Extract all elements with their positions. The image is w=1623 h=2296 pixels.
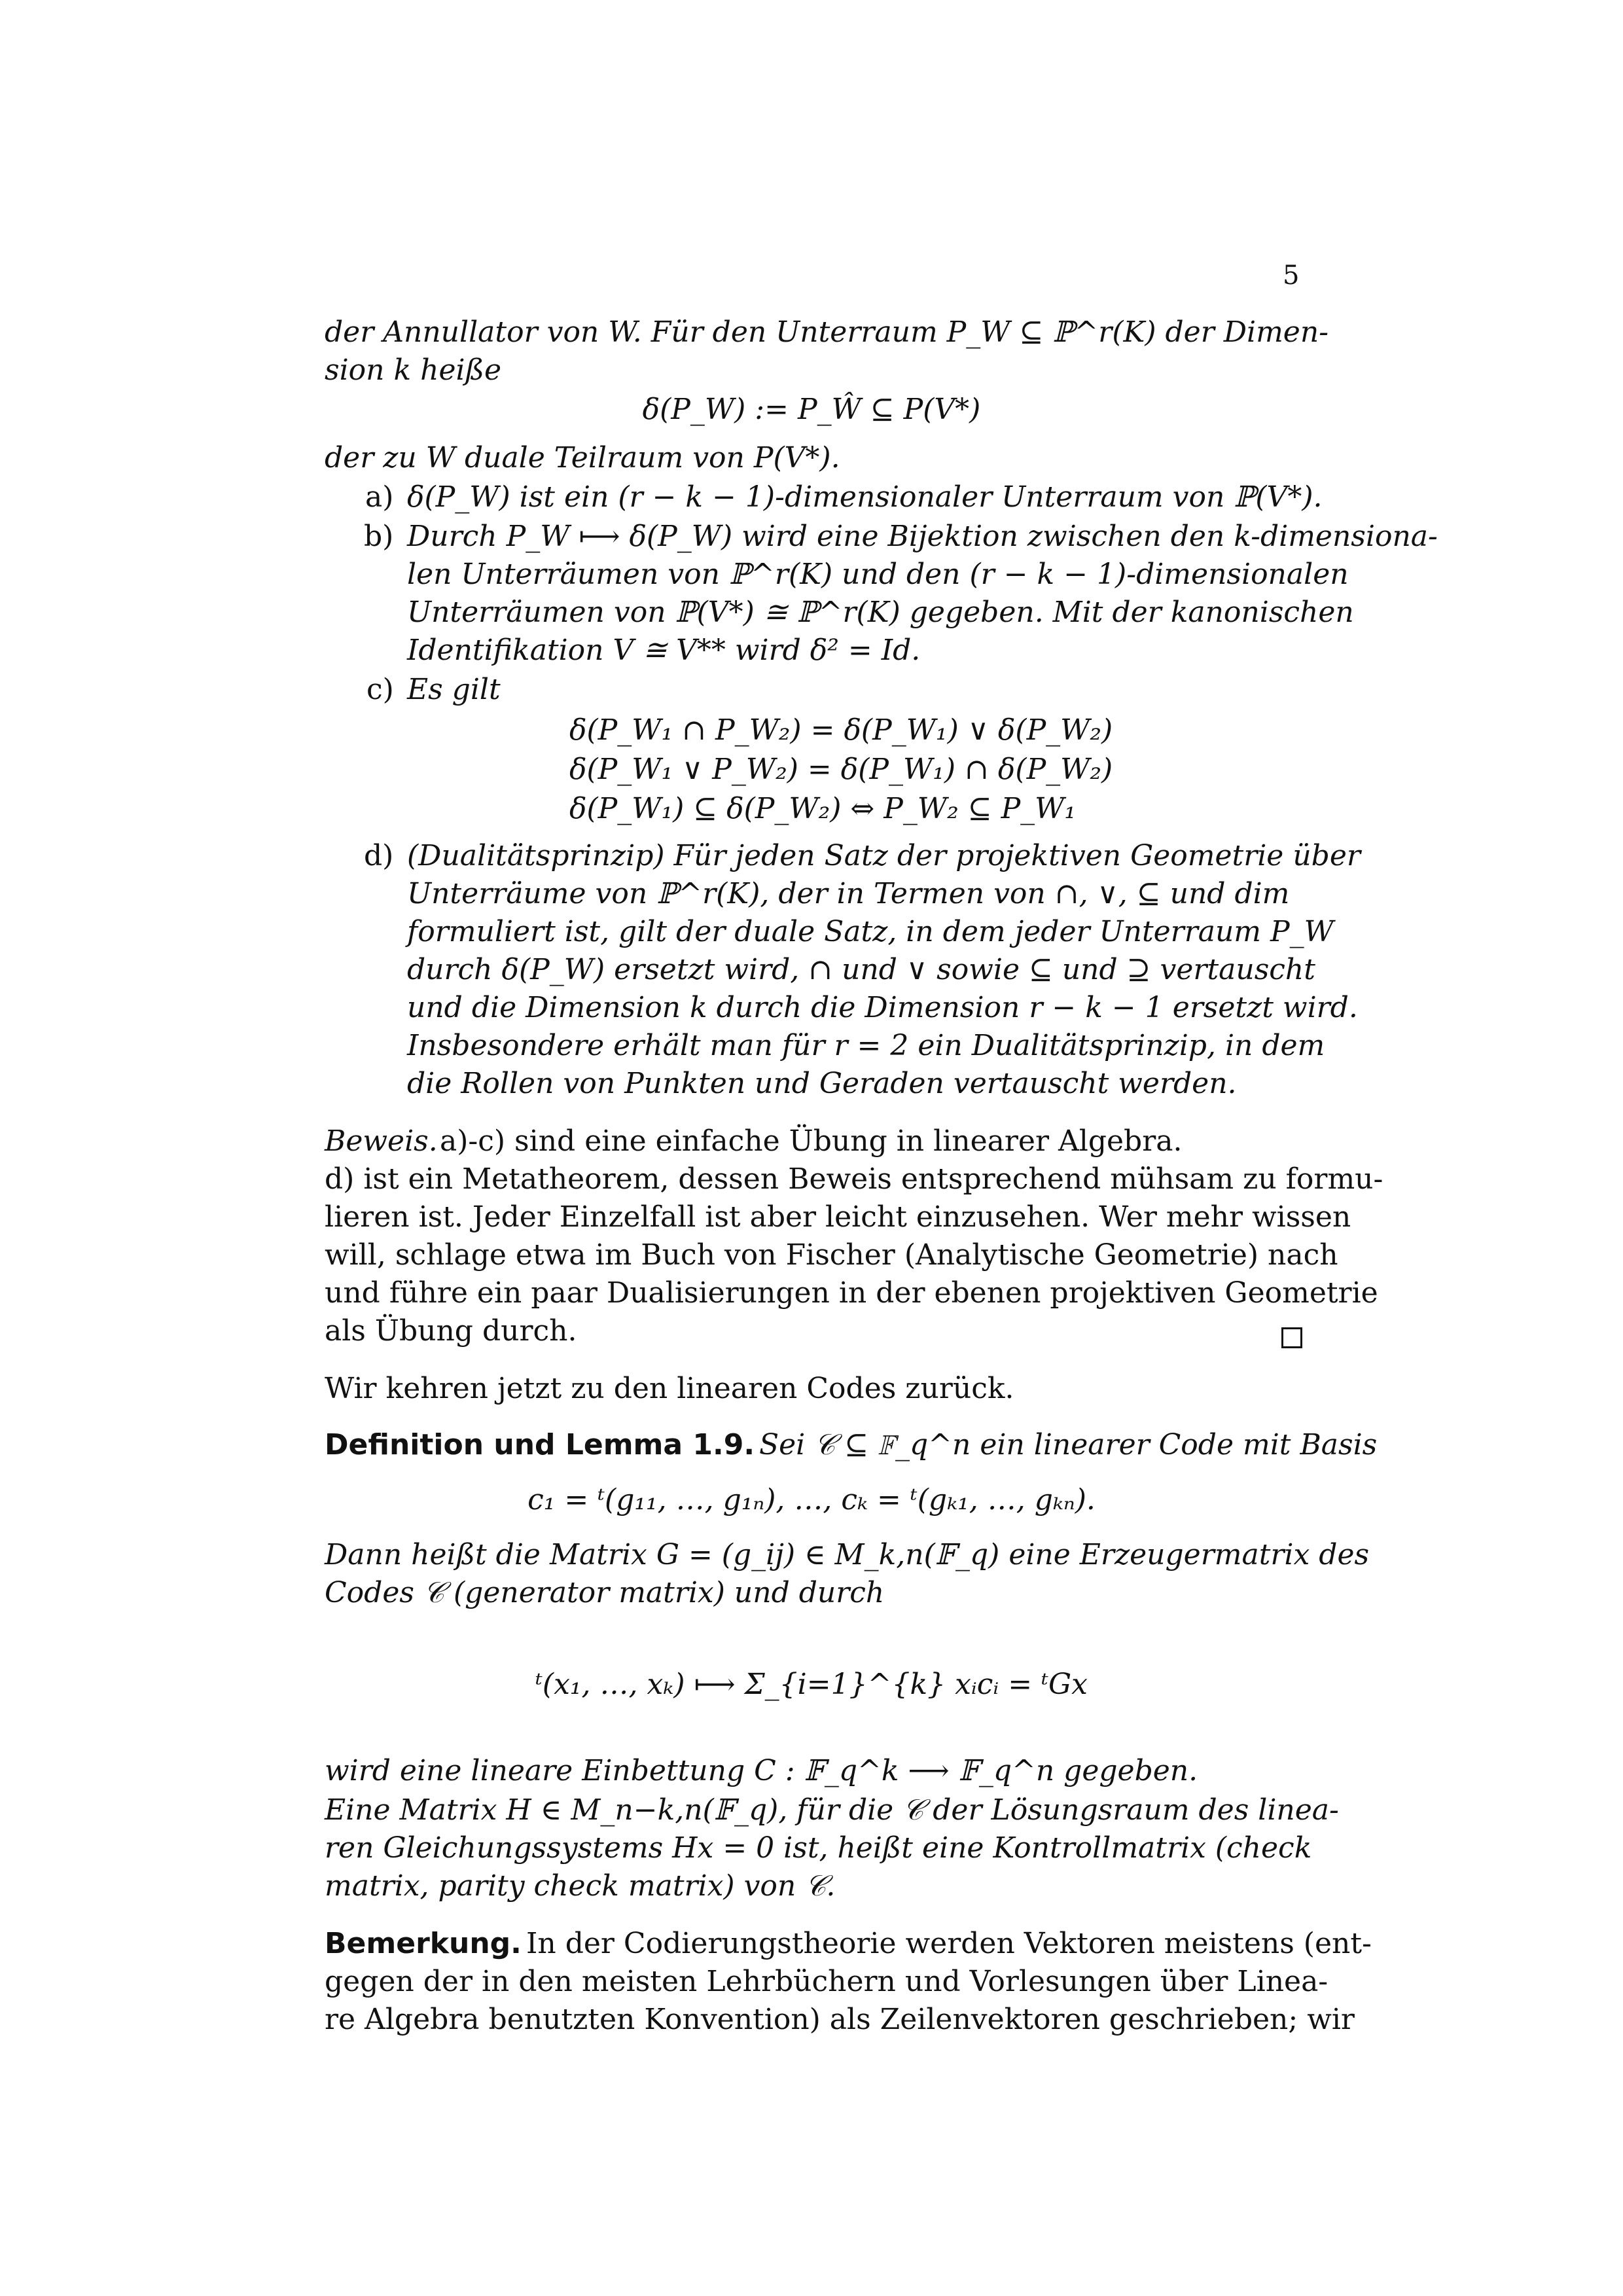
proof-text: a)-c) sind eine einfache Übung in linearer Algebra. — [440, 1124, 1183, 1158]
definition-text: Codes 𝒞 (generator matrix) und durch — [325, 1576, 885, 1609]
definition-text: Dann heißt die Matrix G = (g_ij) ∈ M_k,n(𝔽_q) eine Erzeugermatrix des — [325, 1538, 1370, 1571]
item-d-text: die Rollen von Punkten und Geraden vertauscht werden. — [407, 1067, 1237, 1100]
display-formula: δ(P_W) := P_Ŵ ⊆ P(V*) — [642, 393, 981, 426]
remark-text: re Algebra benutzten Konvention) als Zeilenvektoren geschrieben; wir — [325, 2003, 1355, 2036]
remark-title: Bemerkung. — [325, 1927, 522, 1960]
intro-line: sion k heiße — [325, 353, 501, 387]
remark-text: gegen der in den meisten Lehrbüchern und Vorlesungen über Linea- — [325, 1965, 1329, 1998]
item-a-text: δ(P_W) ist ein (r − k − 1)-dimensionaler Unterraum von ℙ(V*). — [407, 480, 1323, 514]
proof-text: und führe ein paar Dualisierungen in der ebenen projektiven Geometrie — [325, 1276, 1378, 1310]
equation-line: δ(P_W₁) ⊆ δ(P_W₂) ⇔ P_W₂ ⊆ P_W₁ — [569, 792, 1077, 825]
item-b-text: Unterräumen von ℙ(V*) ≅ ℙ^r(K) gegeben. Mit der kanonischen — [407, 596, 1354, 629]
definition-text: Sei 𝒞 ⊆ 𝔽_q^n ein linearer Code mit Basis — [759, 1428, 1378, 1462]
item-b-text: len Unterräumen von ℙ^r(K) und den (r − k − 1)-dimensionalen — [407, 558, 1349, 591]
display-formula: c₁ = ᵗ(g₁₁, …, g₁ₙ), …, cₖ = ᵗ(gₖ₁, …, gₖₙ). — [527, 1483, 1096, 1516]
intro-line: der Annullator von W. Für den Unterraum P_W ⊆ ℙ^r(K) der Dimen- — [325, 315, 1329, 349]
equation-line: δ(P_W₁ ∨ P_W₂) = δ(P_W₁) ∩ δ(P_W₂) — [569, 753, 1113, 786]
definition-text: wird eine lineare Einbettung C : 𝔽_q^k ⟶ 𝔽_q^n gegeben. — [325, 1754, 1198, 1787]
intro-line: der zu W duale Teilraum von P(V*). — [325, 441, 840, 475]
page-number: 5 — [1283, 260, 1300, 291]
remark-text: In der Codierungstheorie werden Vektoren meistens (ent- — [526, 1927, 1372, 1960]
item-label-d: d) — [364, 839, 394, 872]
proof-text: d) ist ein Metatheorem, dessen Beweis entsprechend mühsam zu formu- — [325, 1162, 1383, 1196]
item-c-text: Es gilt — [407, 673, 501, 706]
item-d-text: und die Dimension k durch die Dimension r − k − 1 ersetzt wird. — [407, 991, 1358, 1024]
item-b-text: Durch P_W ⟼ δ(P_W) wird eine Bijektion zwischen den k-dimensiona- — [407, 520, 1438, 553]
proof-text: als Übung durch. — [325, 1314, 577, 1348]
definition-text: Eine Matrix H ∈ M_n−k,n(𝔽_q), für die 𝒞 der Lösungsraum des linea- — [325, 1793, 1339, 1827]
equation-line: δ(P_W₁ ∩ P_W₂) = δ(P_W₁) ∨ δ(P_W₂) — [569, 713, 1113, 747]
proof-text: lieren ist. Jeder Einzelfall ist aber leicht einzusehen. Wer mehr wissen — [325, 1200, 1351, 1234]
proof-text: will, schlage etwa im Buch von Fischer (Analytische Geometrie) nach — [325, 1238, 1338, 1272]
display-formula: ᵗ(x₁, …, xₖ) ⟼ Σ_{i=1}^{k} xᵢcᵢ = ᵗGx — [535, 1668, 1088, 1701]
proof-label: Beweis. — [325, 1124, 438, 1158]
paragraph-text: Wir kehren jetzt zu den linearen Codes zurück. — [325, 1372, 1014, 1405]
item-d-text: formuliert ist, gilt der duale Satz, in dem jeder Unterraum P_W — [407, 915, 1334, 948]
item-d-text: Insbesondere erhält man für r = 2 ein Dualitätsprinzip, in dem — [407, 1029, 1325, 1062]
definition-title: Definition und Lemma 1.9. — [325, 1428, 755, 1462]
definition-text: ren Gleichungssystems Hx = 0 ist, heißt eine Kontrollmatrix (check — [325, 1831, 1312, 1865]
qed-box-icon — [1281, 1327, 1302, 1348]
item-label-c: c) — [366, 673, 394, 706]
item-b-text: Identifikation V ≅ V** wird δ² = Id. — [407, 634, 921, 667]
item-d-text: (Dualitätsprinzip) Für jeden Satz der projektiven Geometrie über — [407, 839, 1361, 872]
item-label-a: a) — [365, 480, 394, 514]
item-label-b: b) — [364, 520, 394, 553]
item-d-text: Unterräume von ℙ^r(K), der in Termen von ∩, ∨, ⊆ und dim — [407, 877, 1290, 910]
definition-text: matrix, parity check matrix) von 𝒞. — [325, 1869, 836, 1903]
item-d-text: durch δ(P_W) ersetzt wird, ∩ und ∨ sowie ⊆ und ⊇ vertauscht — [407, 953, 1315, 986]
